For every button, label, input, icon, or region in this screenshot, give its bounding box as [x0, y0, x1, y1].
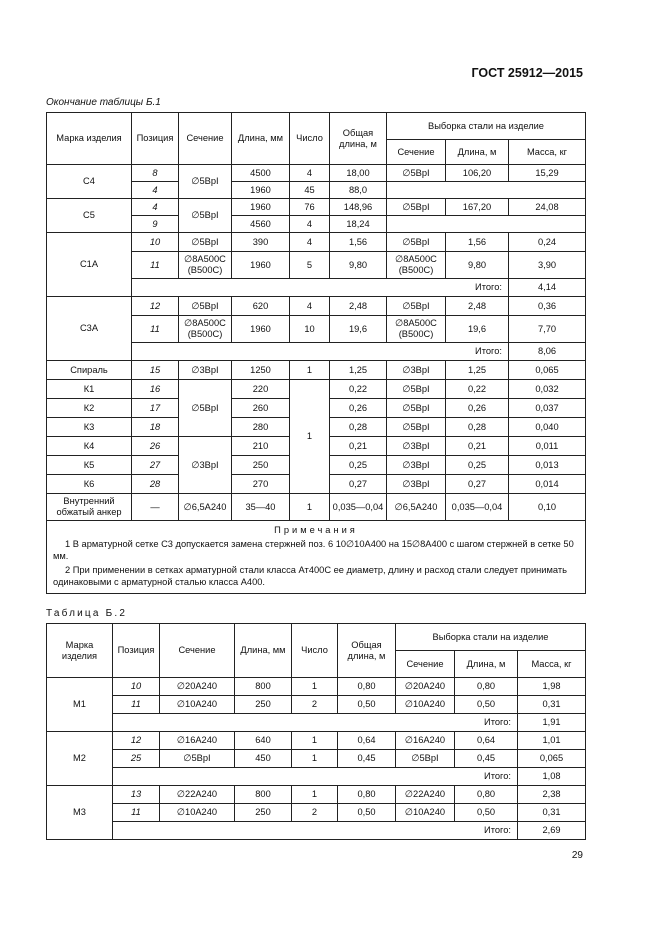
- table-row: [47, 804, 586, 822]
- sel-length-cell: 0,45: [455, 750, 518, 768]
- table1-caption: Окончание таблицы Б.1: [46, 97, 161, 108]
- sel-section-cell: ∅3BpI: [387, 456, 446, 475]
- section-cell: ∅5BpI: [179, 297, 232, 316]
- sel-section-cell: ∅10А240: [396, 696, 455, 714]
- total-cell: 2,48: [330, 297, 387, 316]
- table-row: [47, 732, 586, 750]
- mark-cell: К2: [47, 399, 132, 418]
- table-b2: [46, 623, 586, 840]
- count-cell: 5: [290, 252, 330, 279]
- sel-mass-cell: 0,065: [509, 361, 586, 380]
- notes-row: [47, 521, 586, 594]
- header-selection: Выборка стали на изделие: [387, 113, 586, 140]
- sel-section-cell: ∅5BpI: [387, 165, 446, 182]
- position-cell: 15: [132, 361, 179, 380]
- total-cell: 0,21: [330, 437, 387, 456]
- table-row: [47, 297, 586, 316]
- section-cell: ∅22А240: [160, 786, 235, 804]
- sel-section-cell: ∅3BpI: [387, 437, 446, 456]
- header-position: Позиция: [132, 113, 179, 165]
- position-cell: 4: [132, 199, 179, 216]
- section-cell: ∅5BpI: [179, 199, 232, 233]
- total-cell: 18,00: [330, 165, 387, 182]
- length-cell: 800: [235, 678, 292, 696]
- notes-cell: [47, 521, 586, 594]
- note-1: 1 В арматурной сетке С3 допускается замена стержней поз. 6 10∅10А400 на 15∅8А400 с шагом стержней в сетке 50 мм.: [53, 539, 574, 561]
- length-cell: 620: [232, 297, 290, 316]
- sel-length-cell: 0,80: [455, 786, 518, 804]
- count-cell: 2: [292, 804, 338, 822]
- position-cell: 10: [113, 678, 160, 696]
- header-total-length: Общая длина, м: [330, 113, 387, 165]
- sel-mass-cell: 0,36: [509, 297, 586, 316]
- mark-cell: К4: [47, 437, 132, 456]
- table-row: [47, 165, 586, 182]
- length-cell: 250: [235, 804, 292, 822]
- itogo-value: 8,06: [509, 343, 586, 361]
- position-cell: 11: [132, 252, 179, 279]
- sel-length-cell: 9,80: [446, 252, 509, 279]
- sel-section-cell: ∅20А240: [396, 678, 455, 696]
- mark-cell: М3: [47, 786, 113, 840]
- document-code: ГОСТ 25912—2015: [471, 66, 583, 80]
- total-row: [47, 768, 586, 786]
- length-cell: 210: [232, 437, 290, 456]
- sel-section-cell: ∅5BpI: [387, 233, 446, 252]
- table-row: [47, 786, 586, 804]
- sel-section-cell: ∅22А240: [396, 786, 455, 804]
- count-cell: 10: [290, 316, 330, 343]
- mark-cell: С4: [47, 165, 132, 199]
- empty-cell: [387, 182, 586, 199]
- length-cell: 450: [235, 750, 292, 768]
- position-cell: 25: [113, 750, 160, 768]
- sel-section-cell: ∅16А240: [396, 732, 455, 750]
- position-cell: 11: [113, 804, 160, 822]
- section-cell: ∅5BpI: [179, 233, 232, 252]
- total-cell: 0,64: [338, 732, 396, 750]
- sel-length-cell: 0,22: [446, 380, 509, 399]
- sel-section-cell: ∅10А240: [396, 804, 455, 822]
- total-cell: 88,0: [330, 182, 387, 199]
- header-section: Сечение: [160, 624, 235, 678]
- total-cell: 0,035—0,04: [330, 494, 387, 521]
- sel-length-cell: 19,6: [446, 316, 509, 343]
- note-2: 2 При применении в сетках арматурной стали класса Ат400С ее диаметр, длину и расход стали следует принимать одинаковыми с арматурной сталью класса А400.: [53, 565, 567, 587]
- sel-mass-cell: 7,70: [509, 316, 586, 343]
- sel-mass-cell: 1,98: [518, 678, 586, 696]
- itogo-value: 4,14: [509, 279, 586, 297]
- sel-mass-cell: 3,90: [509, 252, 586, 279]
- sel-section-cell: ∅5BpI: [387, 297, 446, 316]
- sel-length-cell: 0,50: [455, 696, 518, 714]
- header-sel-mass: Масса, кг: [509, 140, 586, 165]
- length-cell: 1960: [232, 316, 290, 343]
- length-cell: 1960: [232, 199, 290, 216]
- length-cell: 270: [232, 475, 290, 494]
- sel-mass-cell: 0,032: [509, 380, 586, 399]
- table-row: [47, 199, 586, 216]
- total-cell: 0,50: [338, 804, 396, 822]
- position-cell: 9: [132, 216, 179, 233]
- section-cell: ∅16А240: [160, 732, 235, 750]
- sel-mass-cell: 0,065: [518, 750, 586, 768]
- total-cell: 9,80: [330, 252, 387, 279]
- header-selection: Выборка стали на изделие: [396, 624, 586, 651]
- mark-cell: М2: [47, 732, 113, 786]
- total-row: [47, 822, 586, 840]
- section-cell: ∅5BpI: [160, 750, 235, 768]
- position-cell: 11: [113, 696, 160, 714]
- header-sel-mass: Масса, кг: [518, 651, 586, 678]
- total-cell: 0,80: [338, 786, 396, 804]
- section-cell: ∅10А240: [160, 696, 235, 714]
- header-mark: Марка изделия: [47, 113, 132, 165]
- count-cell: 4: [290, 233, 330, 252]
- itogo-label: Итого:: [132, 343, 509, 361]
- position-cell: 12: [132, 297, 179, 316]
- count-cell: 76: [290, 199, 330, 216]
- total-cell: 18,24: [330, 216, 387, 233]
- sel-section-cell: ∅5BpI: [387, 199, 446, 216]
- sel-section-cell: ∅3BpI: [387, 361, 446, 380]
- section-cell: ∅8А500С (В500С): [179, 316, 232, 343]
- itogo-label: Итого:: [132, 279, 509, 297]
- position-cell: 28: [132, 475, 179, 494]
- section-cell: ∅10А240: [160, 804, 235, 822]
- total-cell: 0,26: [330, 399, 387, 418]
- total-cell: 19,6: [330, 316, 387, 343]
- sel-mass-cell: 0,014: [509, 475, 586, 494]
- header-sel-length: Длина, м: [446, 140, 509, 165]
- sel-section-cell: ∅3BpI: [387, 475, 446, 494]
- header-sel-section: Сечение: [396, 651, 455, 678]
- sel-mass-cell: 15,29: [509, 165, 586, 182]
- sel-section-cell: ∅8А500С (В500С): [387, 316, 446, 343]
- sel-length-cell: 1,56: [446, 233, 509, 252]
- itogo-label: Итого:: [113, 768, 518, 786]
- itogo-value: 1,08: [518, 768, 586, 786]
- sel-section-cell: ∅5BpI: [387, 418, 446, 437]
- position-cell: 26: [132, 437, 179, 456]
- sel-length-cell: 0,25: [446, 456, 509, 475]
- count-cell: 1: [292, 732, 338, 750]
- mark-cell: К3: [47, 418, 132, 437]
- count-cell: 4: [290, 216, 330, 233]
- total-cell: 0,27: [330, 475, 387, 494]
- mark-cell: С3А: [47, 297, 132, 361]
- length-cell: 800: [235, 786, 292, 804]
- position-cell: 27: [132, 456, 179, 475]
- position-cell: 10: [132, 233, 179, 252]
- header-sel-section: Сечение: [387, 140, 446, 165]
- sel-length-cell: 0,26: [446, 399, 509, 418]
- header-sel-length: Длина, м: [455, 651, 518, 678]
- total-row: [47, 714, 586, 732]
- total-cell: 0,50: [338, 696, 396, 714]
- table-row: [47, 380, 586, 399]
- sel-length-cell: 0,21: [446, 437, 509, 456]
- notes-title: Примечания: [274, 525, 358, 535]
- position-cell: 11: [132, 316, 179, 343]
- position-cell: 4: [132, 182, 179, 199]
- length-cell: 1960: [232, 252, 290, 279]
- sel-mass-cell: 24,08: [509, 199, 586, 216]
- table2-caption: Таблица Б.2: [46, 608, 128, 619]
- total-cell: 0,80: [338, 678, 396, 696]
- section-cell: ∅5BpI: [179, 380, 232, 437]
- count-cell: 4: [290, 297, 330, 316]
- sel-mass-cell: 0,013: [509, 456, 586, 475]
- length-cell: 260: [232, 399, 290, 418]
- header-count: Число: [290, 113, 330, 165]
- sel-mass-cell: 0,10: [509, 494, 586, 521]
- position-cell: —: [132, 494, 179, 521]
- mark-cell: С5: [47, 199, 132, 233]
- mark-cell: М1: [47, 678, 113, 732]
- count-cell: 4: [290, 165, 330, 182]
- position-cell: 13: [113, 786, 160, 804]
- length-cell: 35—40: [232, 494, 290, 521]
- sel-length-cell: 2,48: [446, 297, 509, 316]
- itogo-value: 2,69: [518, 822, 586, 840]
- count-cell: 45: [290, 182, 330, 199]
- header-count: Число: [292, 624, 338, 678]
- section-cell: ∅6,5А240: [179, 494, 232, 521]
- mark-cell: Спираль: [47, 361, 132, 380]
- section-cell: ∅3BpI: [179, 361, 232, 380]
- table-row: [47, 233, 586, 252]
- sel-mass-cell: 0,040: [509, 418, 586, 437]
- header-mark: Марка изделия: [47, 624, 113, 678]
- length-cell: 4500: [232, 165, 290, 182]
- count-cell: 1: [290, 380, 330, 494]
- header-length: Длина, мм: [232, 113, 290, 165]
- table-row: [47, 696, 586, 714]
- length-cell: 1250: [232, 361, 290, 380]
- sel-length-cell: 0,80: [455, 678, 518, 696]
- sel-section-cell: ∅6,5А240: [387, 494, 446, 521]
- length-cell: 220: [232, 380, 290, 399]
- header-length: Длина, мм: [235, 624, 292, 678]
- count-cell: 1: [292, 750, 338, 768]
- page-number: 29: [571, 850, 583, 861]
- header-total-length: Общая длина, м: [338, 624, 396, 678]
- position-cell: 18: [132, 418, 179, 437]
- sel-length-cell: 0,035—0,04: [446, 494, 509, 521]
- table-b1: [46, 112, 586, 594]
- sel-length-cell: 0,64: [455, 732, 518, 750]
- sel-mass-cell: 1,01: [518, 732, 586, 750]
- table-row: [47, 361, 586, 380]
- count-cell: 1: [292, 786, 338, 804]
- length-cell: 390: [232, 233, 290, 252]
- sel-length-cell: 0,27: [446, 475, 509, 494]
- length-cell: 640: [235, 732, 292, 750]
- sel-length-cell: 167,20: [446, 199, 509, 216]
- mark-cell: Внутренний обжатый анкер: [47, 494, 132, 521]
- total-cell: 0,28: [330, 418, 387, 437]
- count-cell: 1: [290, 494, 330, 521]
- table-row: [47, 750, 586, 768]
- count-cell: 1: [290, 361, 330, 380]
- total-cell: 1,25: [330, 361, 387, 380]
- empty-cell: [387, 216, 586, 233]
- mark-cell: К6: [47, 475, 132, 494]
- length-cell: 250: [235, 696, 292, 714]
- sel-mass-cell: 2,38: [518, 786, 586, 804]
- sel-section-cell: ∅5BpI: [396, 750, 455, 768]
- section-cell: ∅8А500С (В500С): [179, 252, 232, 279]
- section-cell: ∅3BpI: [179, 437, 232, 494]
- total-cell: 1,56: [330, 233, 387, 252]
- position-cell: 12: [113, 732, 160, 750]
- total-cell: 0,25: [330, 456, 387, 475]
- position-cell: 17: [132, 399, 179, 418]
- mark-cell: С1А: [47, 233, 132, 297]
- header-position: Позиция: [113, 624, 160, 678]
- count-cell: 2: [292, 696, 338, 714]
- length-cell: 4560: [232, 216, 290, 233]
- sel-length-cell: 106,20: [446, 165, 509, 182]
- position-cell: 8: [132, 165, 179, 182]
- header-section: Сечение: [179, 113, 232, 165]
- table-row: [47, 678, 586, 696]
- section-cell: ∅5BpI: [179, 165, 232, 199]
- section-cell: ∅20А240: [160, 678, 235, 696]
- sel-mass-cell: 0,31: [518, 804, 586, 822]
- itogo-value: 1,91: [518, 714, 586, 732]
- sel-mass-cell: 0,31: [518, 696, 586, 714]
- table-row: [47, 494, 586, 521]
- length-cell: 1960: [232, 182, 290, 199]
- itogo-label: Итого:: [113, 714, 518, 732]
- length-cell: 280: [232, 418, 290, 437]
- sel-section-cell: ∅5BpI: [387, 399, 446, 418]
- sel-length-cell: 0,28: [446, 418, 509, 437]
- total-cell: 0,45: [338, 750, 396, 768]
- mark-cell: К5: [47, 456, 132, 475]
- total-cell: 0,22: [330, 380, 387, 399]
- mark-cell: К1: [47, 380, 132, 399]
- sel-length-cell: 0,50: [455, 804, 518, 822]
- count-cell: 1: [292, 678, 338, 696]
- itogo-label: Итого:: [113, 822, 518, 840]
- sel-length-cell: 1,25: [446, 361, 509, 380]
- sel-mass-cell: 0,24: [509, 233, 586, 252]
- sel-mass-cell: 0,037: [509, 399, 586, 418]
- total-cell: 148,96: [330, 199, 387, 216]
- sel-section-cell: ∅5BpI: [387, 380, 446, 399]
- position-cell: 16: [132, 380, 179, 399]
- length-cell: 250: [232, 456, 290, 475]
- sel-mass-cell: 0,011: [509, 437, 586, 456]
- sel-section-cell: ∅8А500С (В500С): [387, 252, 446, 279]
